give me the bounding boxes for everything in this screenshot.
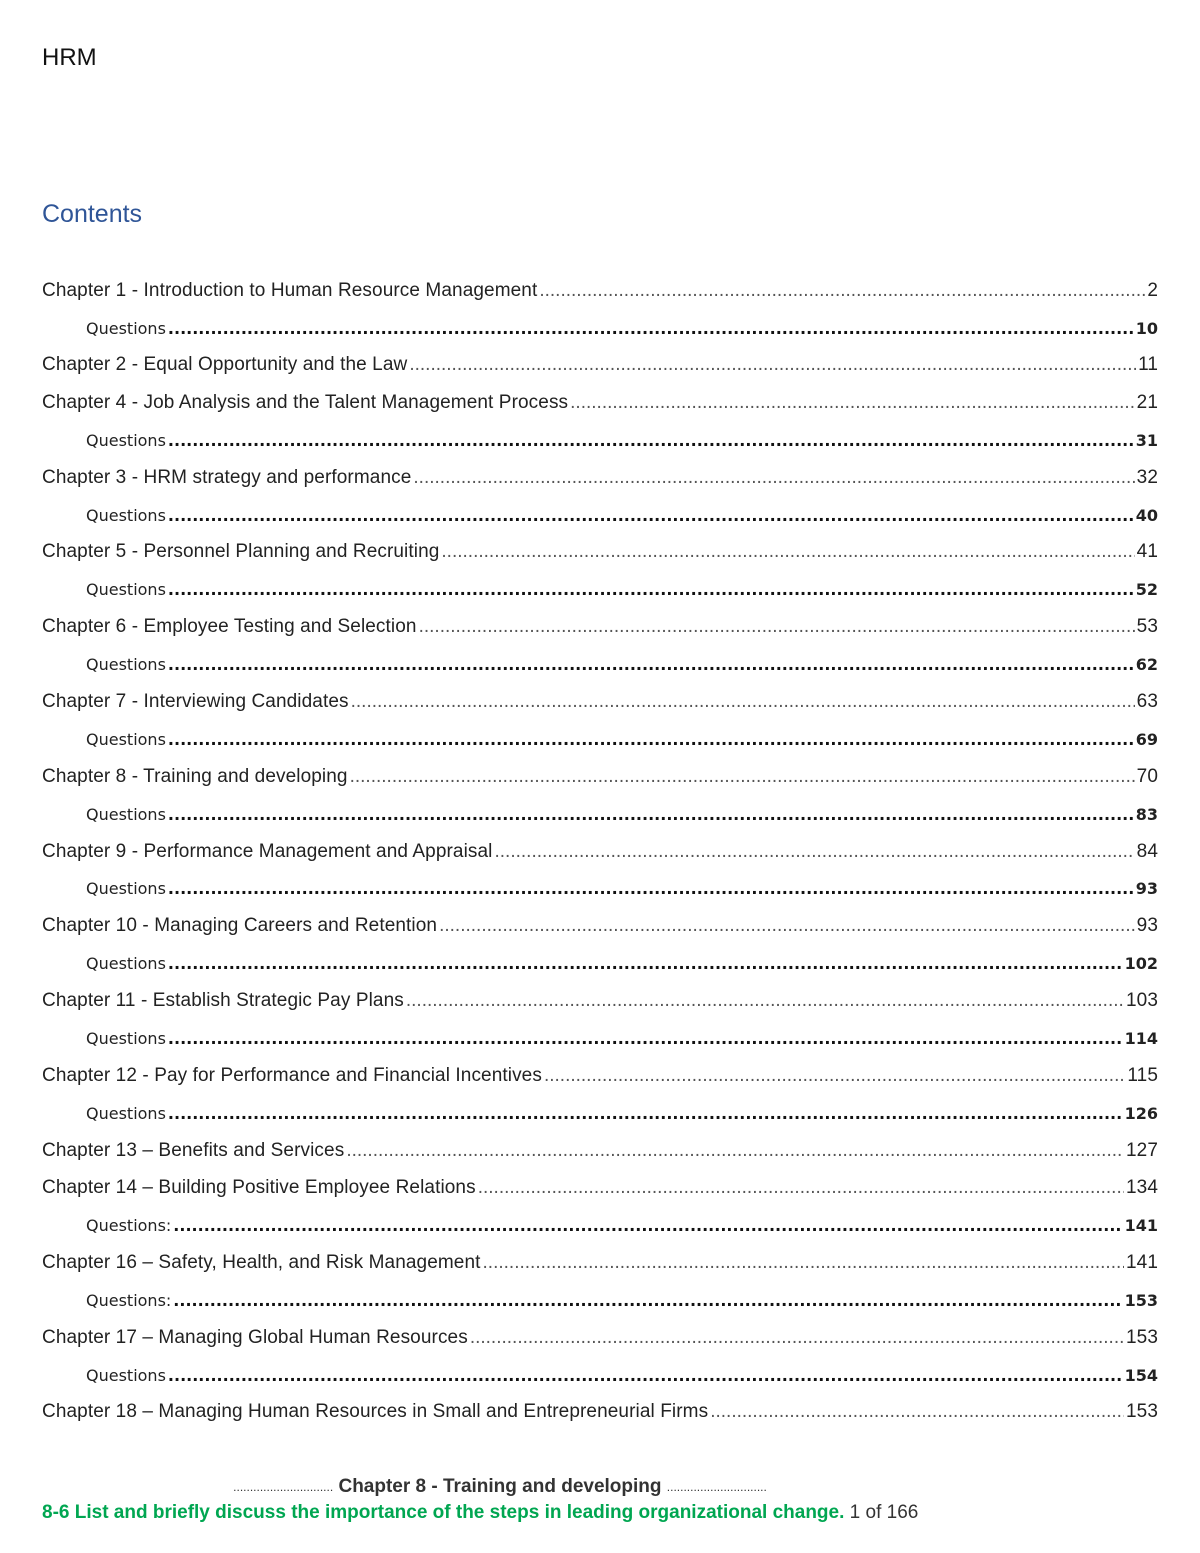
toc-entry-label: Questions bbox=[86, 804, 166, 824]
toc-dot-leader bbox=[173, 1216, 1122, 1235]
toc-chapter-entry[interactable] bbox=[42, 758, 1158, 795]
toc-questions-entry[interactable] bbox=[42, 945, 1158, 982]
toc-entry-page: 103 bbox=[1125, 990, 1158, 1012]
toc-questions-entry[interactable] bbox=[42, 646, 1158, 683]
toc-entry-label: Questions bbox=[86, 1103, 166, 1123]
toc-dot-leader bbox=[168, 580, 1134, 599]
toc-entry-page: 126 bbox=[1124, 1103, 1158, 1123]
toc-dot-leader bbox=[168, 1366, 1123, 1385]
toc-chapter-entry[interactable] bbox=[42, 347, 1158, 384]
toc-entry-label: Chapter 8 - Training and developing bbox=[42, 765, 348, 787]
footer-objective-line bbox=[42, 1502, 918, 1524]
toc-chapter-entry[interactable] bbox=[42, 272, 1158, 309]
toc-entry-page: 153 bbox=[1124, 1290, 1158, 1310]
toc-entry-page: 53 bbox=[1136, 616, 1158, 638]
document-title: HRM bbox=[42, 44, 97, 71]
toc-entry-label: Chapter 5 - Personnel Planning and Recruiting bbox=[42, 541, 440, 563]
toc-entry-label: Chapter 13 – Benefits and Services bbox=[42, 1139, 345, 1161]
toc-chapter-entry[interactable] bbox=[42, 982, 1158, 1019]
toc-entry-page: 153 bbox=[1125, 1326, 1158, 1348]
toc-entry-page: 154 bbox=[1124, 1365, 1158, 1385]
toc-questions-entry[interactable] bbox=[42, 496, 1158, 533]
toc-entry-label: Chapter 2 - Equal Opportunity and the Law bbox=[42, 354, 408, 376]
toc-entry-label: Chapter 16 – Safety, Health, and Risk Management bbox=[42, 1251, 481, 1273]
toc-entry-label: Chapter 6 - Employee Testing and Selection bbox=[42, 616, 417, 638]
toc-dot-leader bbox=[495, 841, 1135, 863]
toc-dot-leader bbox=[406, 990, 1124, 1012]
toc-entry-page: 114 bbox=[1124, 1029, 1158, 1048]
footer-right-dots: .............................. bbox=[666, 1479, 767, 1494]
toc-entry-page: 2 bbox=[1147, 279, 1158, 301]
toc-entry-label: Questions bbox=[86, 879, 166, 899]
toc-dot-leader bbox=[539, 280, 1145, 302]
toc-dot-leader bbox=[441, 541, 1134, 563]
toc-chapter-entry[interactable] bbox=[42, 833, 1158, 870]
toc-chapter-entry[interactable] bbox=[42, 683, 1158, 720]
toc-entry-page: 63 bbox=[1136, 690, 1158, 712]
toc-chapter-entry[interactable] bbox=[42, 459, 1158, 496]
footer-objective: 8-6 List and briefly discuss the importance of the steps in leading organizational change. bbox=[42, 1502, 845, 1523]
toc-chapter-entry[interactable] bbox=[42, 1244, 1158, 1281]
toc-entry-page: 31 bbox=[1135, 430, 1158, 450]
toc-entry-label: Chapter 14 – Building Positive Employee Relations bbox=[42, 1177, 476, 1199]
toc-dot-leader bbox=[346, 1140, 1124, 1162]
toc-dot-leader bbox=[173, 1291, 1122, 1310]
toc-dot-leader bbox=[168, 506, 1134, 525]
toc-entry-label: Questions bbox=[86, 729, 166, 749]
toc-chapter-entry[interactable] bbox=[42, 1132, 1158, 1169]
toc-entry-label: Questions bbox=[86, 1365, 166, 1385]
toc-dot-leader bbox=[419, 616, 1135, 638]
toc-questions-entry[interactable] bbox=[42, 1020, 1158, 1057]
toc-entry-page: 93 bbox=[1135, 879, 1158, 899]
toc-entry-label: Chapter 12 - Pay for Performance and Financial Incentives bbox=[42, 1064, 542, 1086]
toc-dot-leader bbox=[413, 467, 1134, 489]
toc-chapter-entry[interactable] bbox=[42, 908, 1158, 945]
toc-dot-leader bbox=[168, 1029, 1123, 1048]
toc-entry-page: 21 bbox=[1136, 391, 1158, 413]
toc-questions-entry[interactable] bbox=[42, 721, 1158, 758]
toc-entry-page: 69 bbox=[1135, 729, 1158, 749]
toc-entry-page: 70 bbox=[1136, 765, 1158, 787]
toc-chapter-entry[interactable] bbox=[42, 534, 1158, 571]
toc-entry-label: Questions: bbox=[86, 1215, 172, 1235]
toc-entry-page: 40 bbox=[1135, 505, 1158, 525]
toc-questions-entry[interactable] bbox=[42, 1356, 1158, 1393]
toc-chapter-entry[interactable] bbox=[42, 1057, 1158, 1094]
toc-entry-label: Chapter 4 - Job Analysis and the Talent Management Process bbox=[42, 391, 569, 413]
toc-dot-leader bbox=[409, 354, 1136, 376]
toc-entry-label: Chapter 3 - HRM strategy and performance bbox=[42, 466, 412, 488]
toc-entry-label: Questions bbox=[86, 318, 166, 338]
toc-entry-label: Chapter 9 - Performance Management and Appraisal bbox=[42, 840, 493, 862]
toc-entry-label: Chapter 11 - Establish Strategic Pay Plans bbox=[42, 990, 404, 1012]
toc-entry-label: Chapter 7 - Interviewing Candidates bbox=[42, 690, 349, 712]
toc-dot-leader bbox=[351, 691, 1135, 713]
toc-questions-entry[interactable] bbox=[42, 870, 1158, 907]
toc-dot-leader bbox=[710, 1401, 1124, 1423]
toc-entry-label: Questions bbox=[86, 430, 166, 450]
toc-entry-page: 11 bbox=[1138, 354, 1158, 376]
toc-entry-page: 141 bbox=[1124, 1215, 1158, 1235]
toc-entry-label: Chapter 18 – Managing Human Resources in Small and Entrepreneurial Firms bbox=[42, 1401, 709, 1423]
toc-dot-leader bbox=[439, 915, 1135, 937]
toc-entry-label: Questions bbox=[86, 1029, 166, 1048]
toc-entry-page: 41 bbox=[1136, 541, 1158, 563]
toc-entry-page: 52 bbox=[1135, 580, 1158, 600]
toc-dot-leader bbox=[478, 1177, 1124, 1199]
table-of-contents bbox=[42, 272, 1158, 1431]
footer-chapter-header bbox=[0, 1476, 1000, 1498]
toc-dot-leader bbox=[168, 954, 1123, 973]
toc-chapter-entry[interactable] bbox=[42, 1169, 1158, 1206]
toc-entry-label: Questions bbox=[86, 655, 166, 675]
contents-heading: Contents bbox=[42, 200, 143, 228]
toc-dot-leader bbox=[168, 730, 1134, 749]
toc-entry-page: 62 bbox=[1135, 655, 1158, 675]
toc-dot-leader bbox=[168, 805, 1134, 824]
toc-entry-page: 83 bbox=[1135, 804, 1158, 824]
toc-entry-page: 127 bbox=[1125, 1139, 1158, 1161]
page-indicator: 1 of 166 bbox=[849, 1502, 919, 1523]
toc-dot-leader bbox=[168, 655, 1134, 674]
toc-entry-label: Questions bbox=[86, 954, 166, 974]
toc-entry-page: 32 bbox=[1136, 466, 1158, 488]
toc-chapter-entry[interactable] bbox=[42, 1319, 1158, 1356]
toc-entry-page: 93 bbox=[1136, 915, 1158, 937]
toc-questions-entry[interactable] bbox=[42, 1207, 1158, 1244]
toc-entry-page: 153 bbox=[1125, 1401, 1158, 1423]
toc-chapter-entry[interactable] bbox=[42, 609, 1158, 646]
toc-entry-page: 10 bbox=[1135, 318, 1158, 338]
toc-questions-entry[interactable] bbox=[42, 1095, 1158, 1132]
toc-entry-label: Chapter 17 – Managing Global Human Resources bbox=[42, 1326, 468, 1348]
toc-dot-leader bbox=[168, 319, 1134, 338]
toc-entry-page: 134 bbox=[1125, 1177, 1158, 1199]
footer-chapter-label: Chapter 8 - Training and developing bbox=[338, 1476, 662, 1497]
toc-entry-page: 141 bbox=[1125, 1251, 1158, 1273]
toc-dot-leader bbox=[168, 431, 1134, 450]
toc-questions-entry[interactable] bbox=[42, 309, 1158, 346]
toc-entry-page: 102 bbox=[1124, 954, 1158, 974]
toc-questions-entry[interactable] bbox=[42, 795, 1158, 832]
toc-dot-leader bbox=[483, 1252, 1124, 1274]
toc-entry-page: 115 bbox=[1127, 1064, 1158, 1086]
toc-entry-label: Questions bbox=[86, 505, 166, 525]
toc-entry-label: Questions bbox=[86, 580, 166, 600]
toc-entry-label: Questions: bbox=[86, 1290, 172, 1310]
toc-dot-leader bbox=[570, 392, 1135, 414]
toc-dot-leader bbox=[544, 1065, 1125, 1087]
toc-entry-page: 84 bbox=[1136, 840, 1158, 862]
toc-dot-leader bbox=[470, 1327, 1124, 1349]
toc-questions-entry[interactable] bbox=[42, 422, 1158, 459]
footer-left-dots: .............................. bbox=[233, 1479, 334, 1494]
toc-dot-leader bbox=[350, 766, 1135, 788]
toc-chapter-entry[interactable] bbox=[42, 1394, 1158, 1431]
toc-entry-label: Chapter 10 - Managing Careers and Retention bbox=[42, 915, 438, 937]
toc-chapter-entry[interactable] bbox=[42, 384, 1158, 421]
toc-entry-label: Chapter 1 - Introduction to Human Resource Management bbox=[42, 279, 538, 301]
toc-dot-leader bbox=[168, 1104, 1123, 1123]
toc-questions-entry[interactable] bbox=[42, 1282, 1158, 1319]
toc-dot-leader bbox=[168, 879, 1134, 898]
toc-questions-entry[interactable] bbox=[42, 571, 1158, 608]
